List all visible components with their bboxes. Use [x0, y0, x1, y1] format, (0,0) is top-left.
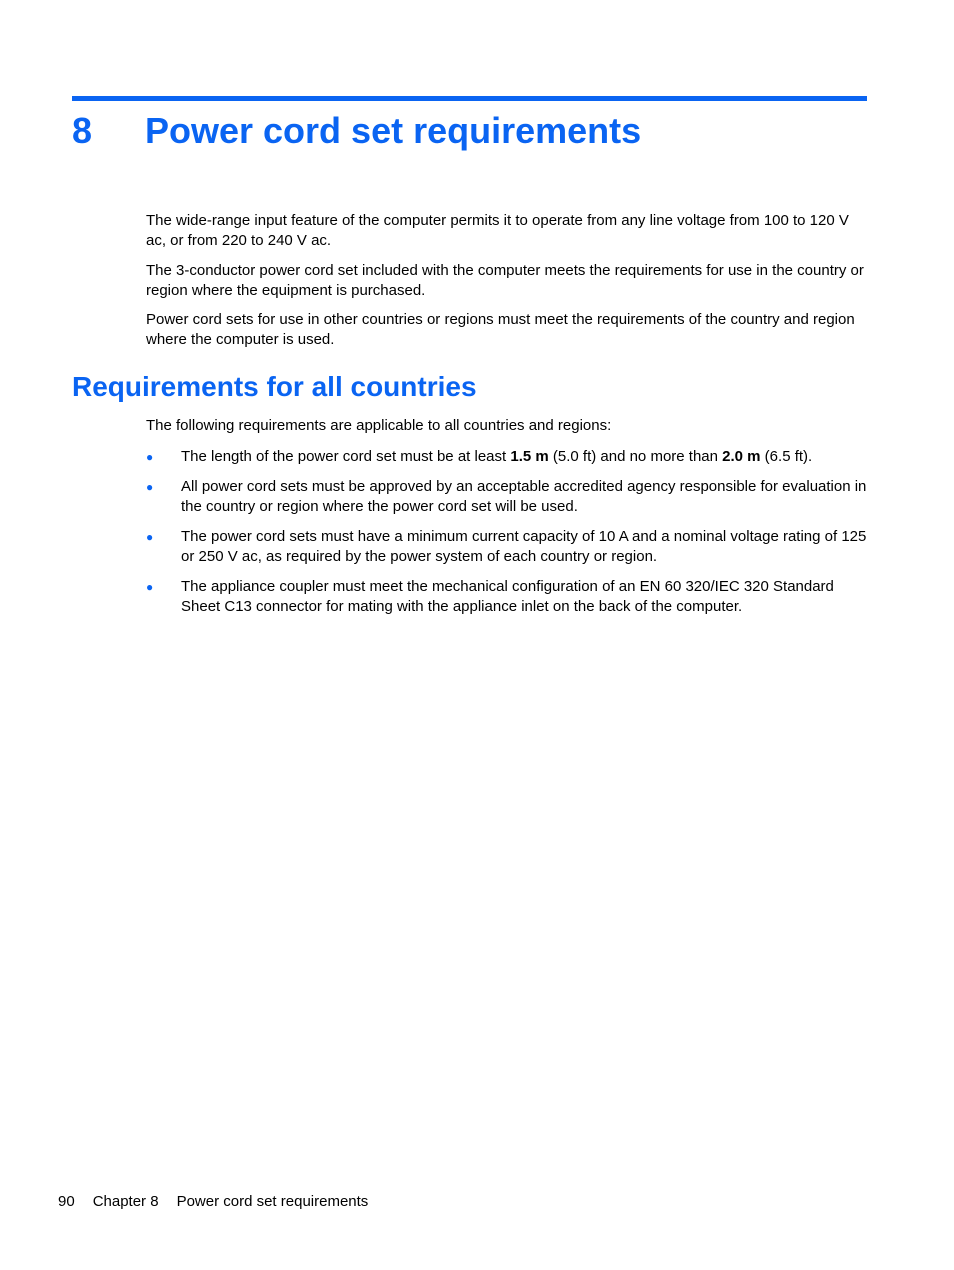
- bullet-icon: ●: [146, 450, 154, 464]
- list-item-text-part: (5.0 ft) and no more than: [548, 448, 723, 465]
- list-item-text: [181, 447, 871, 467]
- intro-paragraph-2: The 3-conductor power cord set included with the computer meets the requirements for use in the country or region where the equipment is purchased.: [146, 262, 864, 299]
- page-footer: [58, 1192, 368, 1212]
- section-lead: The following requirements are applicable to all countries and regions:: [146, 417, 612, 434]
- list-item-bold-value: 1.5 m: [510, 448, 549, 465]
- bullet-icon: ●: [146, 580, 154, 594]
- section-heading: Requirements for all countries: [72, 371, 477, 402]
- list-item-text: The power cord sets must have a minimum current capacity of 10 A and a nominal voltage rating of 125 or 250 V ac, as required by the power system of each country or region.: [181, 528, 867, 565]
- chapter-rule: [72, 96, 867, 101]
- list-item-text-part: The length of the power cord set must be at least: [181, 448, 511, 465]
- bullet-icon: ●: [146, 480, 154, 494]
- chapter-title: Power cord set requirements: [145, 110, 642, 151]
- list-item-bold-value: 2.0 m: [722, 448, 761, 465]
- list-item-text-part: (6.5 ft).: [760, 448, 813, 465]
- page-number: 90: [58, 1193, 75, 1210]
- list-item-text: The appliance coupler must meet the mechanical configuration of an EN 60 320/IEC 320 Standard Sheet C13 connector for mating with the appliance inlet on the back of the computer.: [181, 578, 834, 615]
- list-item-text: All power cord sets must be approved by an acceptable accredited agency responsible for evaluation in the country or region where the power cord set will be used.: [181, 478, 867, 515]
- footer-chapter-label: Chapter 8: [92, 1193, 159, 1210]
- bullet-icon: ●: [146, 530, 154, 544]
- chapter-number: 8: [72, 110, 93, 151]
- chapter-heading: [72, 108, 641, 154]
- intro-paragraph-3: Power cord sets for use in other countries or regions must meet the requirements of the country and region where the computer is used.: [146, 311, 855, 348]
- intro-paragraph-1: The wide-range input feature of the computer permits it to operate from any line voltage from 100 to 120 V ac, or from 220 to 240 V ac.: [146, 212, 849, 249]
- footer-chapter-title: Power cord set requirements: [176, 1193, 369, 1210]
